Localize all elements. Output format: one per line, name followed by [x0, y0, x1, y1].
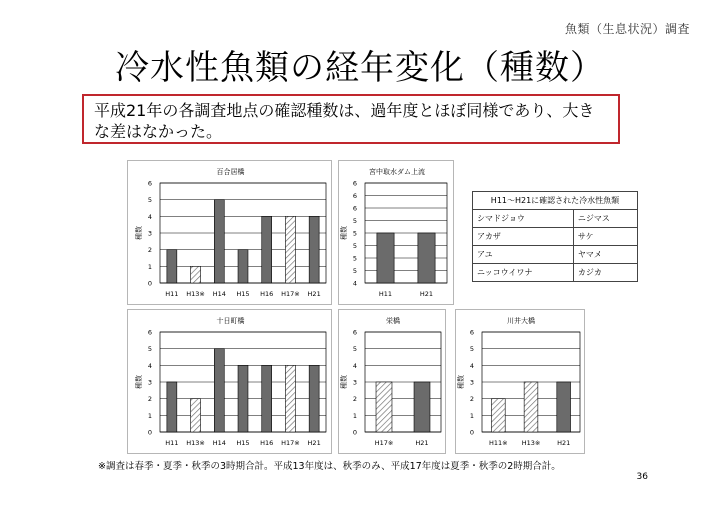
y-tick-label: 6 [352, 179, 357, 188]
y-tick-label: 3 [147, 378, 152, 387]
y-tick-label: 4 [352, 361, 357, 370]
x-tick-label: H21 [415, 439, 429, 447]
y-tick-label: 6 [469, 328, 474, 337]
summary-box [82, 94, 620, 144]
bar [167, 250, 177, 283]
y-tick-label: 3 [147, 229, 152, 238]
y-axis-label: 種数 [340, 226, 348, 240]
chart-title: 川井大橋 [507, 317, 535, 325]
bar [376, 382, 392, 432]
bar [238, 250, 248, 283]
bar [309, 365, 319, 432]
y-tick-label: 6 [352, 328, 357, 337]
bar [524, 382, 538, 432]
y-tick-label: 2 [147, 395, 152, 404]
y-tick-label: 5 [352, 254, 357, 263]
table-cell: サケ [573, 228, 637, 246]
x-tick-label: H21 [557, 439, 571, 447]
y-tick-label: 1 [147, 262, 152, 271]
bar [238, 365, 248, 432]
y-tick-label: 3 [469, 378, 474, 387]
chart-miyanaka [339, 161, 455, 306]
bar [285, 216, 295, 283]
x-tick-label: H13※ [186, 290, 205, 298]
chart-sakaebashi [339, 310, 447, 455]
y-tick-label: 4 [147, 212, 152, 221]
y-tick-label: 4 [352, 279, 357, 288]
y-axis-label: 種数 [135, 226, 143, 240]
chart-yuriibashi [128, 161, 333, 306]
y-tick-label: 2 [469, 395, 474, 404]
summary-text: 平成21年の各調査地点の確認種数は、過年度とほぼ同様であり、大きな差はなかった。 [94, 101, 595, 141]
footnote: ※調査は春季・夏季・秋季の3時期合計。平成13年度は、秋季のみ、平成17年度は夏季・秋季の2時期合計。 [98, 461, 561, 472]
y-tick-label: 6 [352, 204, 357, 213]
bar [262, 216, 272, 283]
bar [414, 382, 430, 432]
y-tick-label: 0 [352, 428, 357, 437]
bar [191, 399, 201, 432]
x-tick-label: H16 [260, 290, 274, 298]
chart-panel-tokamachibashi [127, 309, 332, 454]
y-tick-label: 5 [352, 242, 357, 250]
section-label: 魚類（生息状況）調査 [564, 22, 690, 36]
x-tick-label: H17※ [281, 290, 300, 298]
x-tick-label: H14 [212, 439, 226, 447]
chart-title: 宮中取水ダム上流 [369, 168, 425, 176]
chart-kawaiohashi [456, 310, 586, 455]
x-tick-label: H21 [419, 290, 434, 298]
table-cell: アカザ [473, 228, 574, 246]
table-cell: ニッコウイワナ [473, 264, 574, 282]
table-row [473, 228, 638, 246]
bar [262, 365, 272, 432]
y-tick-label: 6 [147, 328, 152, 337]
bar [557, 382, 571, 432]
y-tick-label: 0 [147, 428, 152, 437]
x-tick-label: H17※ [374, 439, 394, 447]
bar [191, 266, 201, 283]
table-row [473, 246, 638, 264]
y-tick-label: 0 [147, 279, 152, 288]
y-tick-label: 0 [469, 428, 474, 437]
x-tick-label: H16 [260, 439, 274, 447]
x-tick-label: H11 [165, 290, 179, 298]
x-tick-label: H14 [212, 290, 226, 298]
table-cell: ヤマメ [573, 246, 637, 264]
chart-title: 百合居橋 [216, 168, 245, 176]
x-tick-label: H13※ [186, 439, 205, 447]
y-tick-label: 1 [469, 411, 474, 420]
bar [309, 216, 319, 283]
y-tick-label: 1 [147, 411, 152, 420]
y-tick-label: 5 [352, 345, 357, 354]
chart-panel-yuriibashi [127, 160, 332, 305]
x-tick-label: H11 [165, 439, 179, 447]
y-tick-label: 4 [147, 361, 152, 370]
y-tick-label: 6 [147, 179, 152, 188]
chart-panel-kawaiohashi [455, 309, 585, 454]
y-tick-label: 4 [469, 361, 474, 370]
species-table [472, 191, 638, 282]
x-tick-label: H17※ [281, 439, 300, 447]
y-tick-label: 1 [352, 411, 357, 420]
bar [214, 349, 224, 432]
x-tick-label: H21 [307, 439, 321, 447]
y-axis-label: 種数 [340, 375, 348, 389]
x-tick-label: H11※ [489, 439, 508, 447]
bar [491, 399, 505, 432]
y-tick-label: 5 [147, 345, 152, 354]
x-tick-label: H15 [236, 439, 250, 447]
chart-panel-miyanaka [338, 160, 454, 305]
x-tick-label: H15 [236, 290, 250, 298]
x-tick-label: H11 [378, 290, 393, 298]
y-tick-label: 2 [352, 395, 357, 404]
x-tick-label: H21 [307, 290, 321, 298]
chart-title: 栄橋 [386, 317, 400, 325]
y-tick-label: 5 [352, 229, 357, 238]
table-cell: シマドジョウ [473, 210, 574, 228]
bar [285, 365, 295, 432]
y-tick-label: 5 [352, 217, 357, 225]
bar [377, 233, 394, 283]
bar [214, 200, 224, 283]
x-tick-label: H13※ [521, 439, 541, 447]
chart-panel-sakaebashi [338, 309, 446, 454]
bar [167, 382, 177, 432]
table-row [473, 210, 638, 228]
y-tick-label: 5 [469, 345, 474, 354]
table-cell: ニジマス [573, 210, 637, 228]
y-tick-label: 2 [147, 246, 152, 255]
y-axis-label: 種数 [457, 375, 465, 389]
page-number: 36 [636, 472, 648, 482]
page-title: 冷水性魚類の経年変化（種数） [115, 48, 605, 88]
chart-tokamachibashi [128, 310, 333, 455]
y-tick-label: 3 [352, 378, 357, 387]
y-tick-label: 5 [352, 267, 357, 275]
species-table-header: H11～H21に確認された冷水性魚類 [473, 192, 638, 210]
bar [418, 233, 435, 283]
y-tick-label: 6 [352, 192, 357, 200]
y-axis-label: 種数 [135, 375, 143, 389]
table-row [473, 264, 638, 282]
chart-title: 十日町橋 [216, 317, 245, 325]
y-tick-label: 5 [147, 196, 152, 205]
table-cell: アユ [473, 246, 574, 264]
table-cell: カジカ [573, 264, 637, 282]
